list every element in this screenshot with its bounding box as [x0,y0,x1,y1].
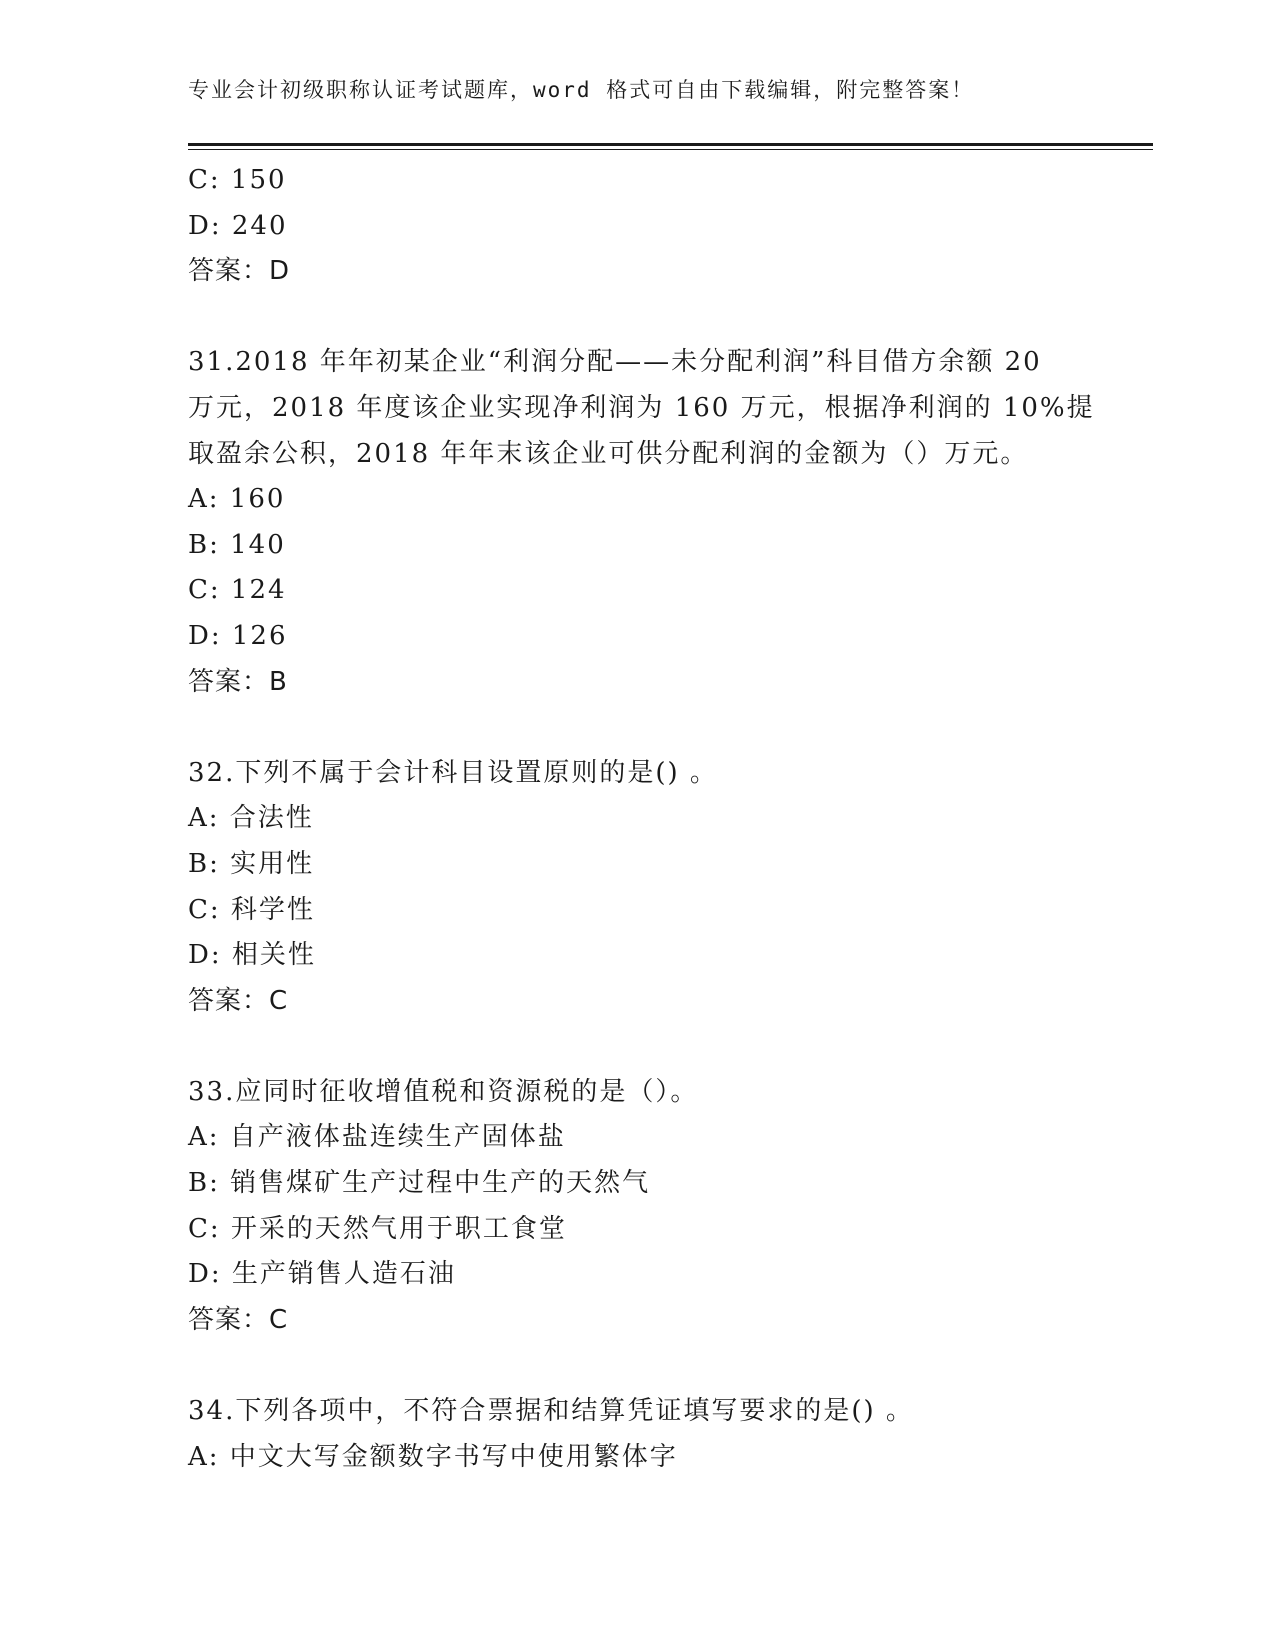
option-b: B: 实用性 [188,848,315,879]
header-rule-thin [188,149,1153,150]
page-header: 专业会计初级职称认证考试题库，word 格式可自由下载编辑，附完整答案！ [188,78,975,102]
option-a: A: 160 [188,484,286,515]
question-34 [188,1389,1088,1480]
question-text-line: 34.下列各项中，不符合票据和结算凭证填写要求的是() 。 [188,1396,914,1427]
option-c: C: 开采的天然气用于职工食堂 [188,1213,567,1244]
question-text-line: 32.下列不属于会计科目设置原则的是() 。 [188,757,718,788]
option-d: D: 相关性 [188,940,316,971]
option-a: A: 自产液体盐连续生产固体盐 [188,1122,566,1153]
answer-line: 答案：D [188,256,291,287]
spacer [188,1024,1088,1070]
option-c: C: 科学性 [188,894,315,925]
option-b: B: 销售煤矿生产过程中生产的天然气 [188,1168,651,1199]
header-rule-thick [188,143,1153,146]
option-c: C: 124 [188,575,287,606]
option-b: B: 140 [188,529,286,560]
option-a: A: 中文大写金额数字书写中使用繁体字 [188,1441,678,1472]
answer-line: 答案：B [188,666,288,697]
question-31 [188,340,1095,705]
option-d: D: 240 [188,210,288,241]
option-a: A: 合法性 [188,803,314,834]
option-d: D: 126 [188,620,288,651]
question-33 [188,1070,1088,1344]
spacer [188,705,1088,751]
question-text-line: 取盈余公积，2018 年年末该企业可供分配利润的金额为（）万元。 [188,438,1029,469]
question-text-line: 万元，2018 年度该企业实现净利润为 160 万元，根据净利润的 10%提 [188,392,1095,423]
option-c: C: 150 [188,165,287,195]
question-text-line: 33.应同时征收增值税和资源税的是（）。 [188,1076,699,1107]
question-32 [188,751,1088,1025]
document-body [188,158,1095,1480]
spacer [188,295,1088,341]
question-text-line: 31.2018 年年初某企业“利润分配——未分配利润”科目借方余额 20 [188,347,1042,378]
spacer [188,1343,1088,1389]
answer-line: 答案：C [188,985,289,1016]
option-d: D: 生产销售人造石油 [188,1259,456,1290]
answer-line: 答案：C [188,1304,289,1335]
